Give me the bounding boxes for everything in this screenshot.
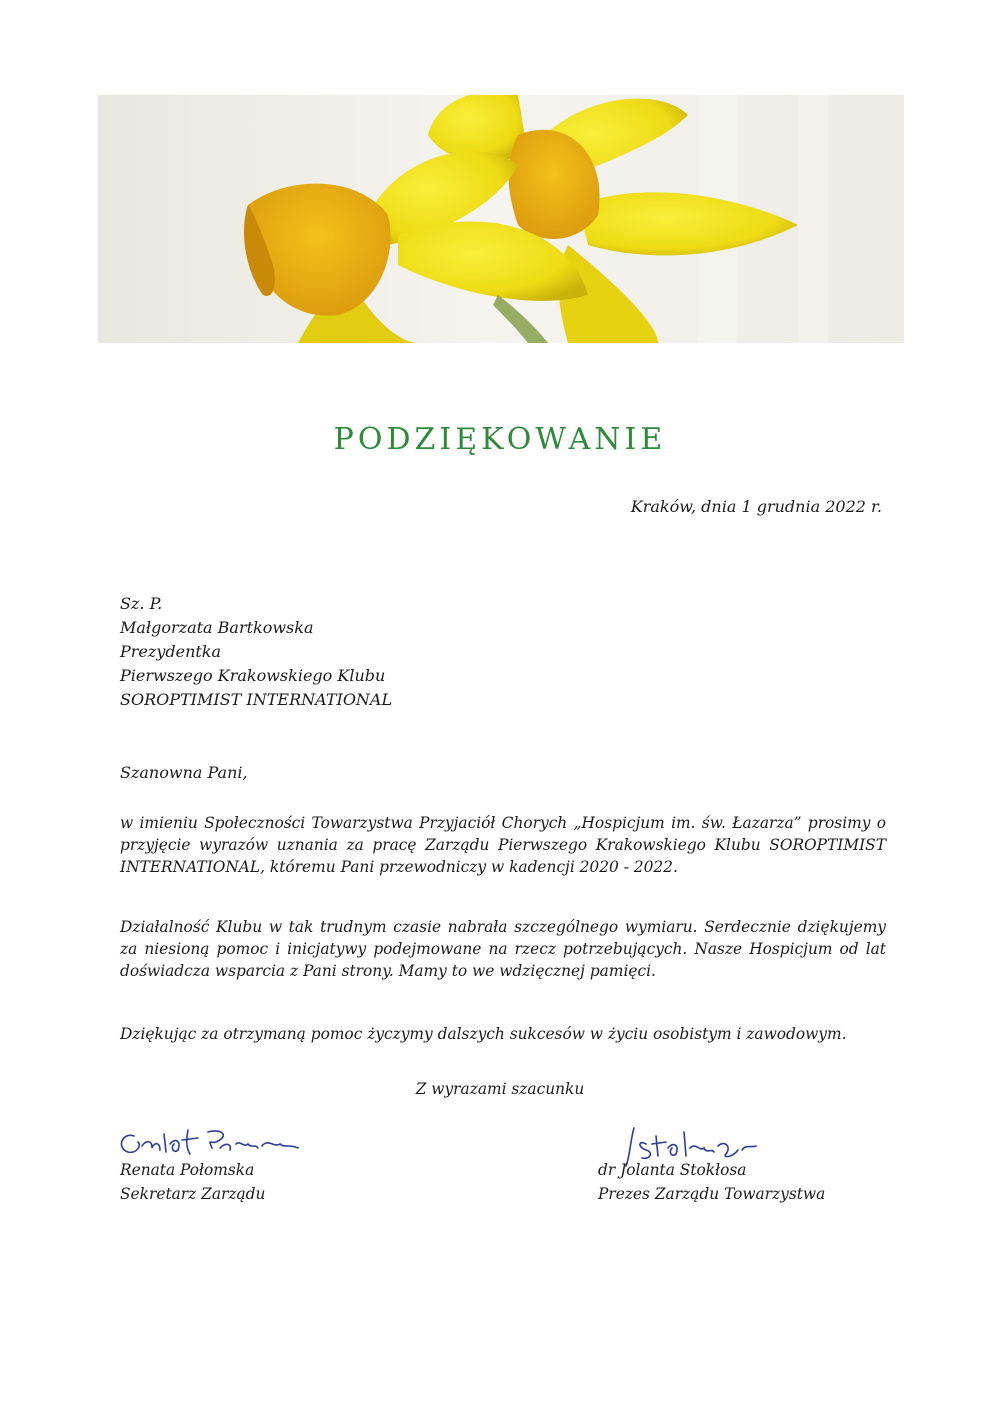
signatory-right-title: Prezes Zarządu Towarzystwa [598, 1185, 826, 1203]
signatory-right [598, 1158, 825, 1206]
signatory-left-title: Sekretarz Zarządu [120, 1185, 266, 1203]
recipient-address [120, 592, 392, 712]
recipient-club: Pierwszego Krakowskiego Klubu [120, 666, 386, 685]
date-line: Kraków, dnia 1 grudnia 2022 r. [630, 497, 882, 516]
signatory-right-name: dr Jolanta Stokłosa [598, 1161, 747, 1179]
body-paragraph-1: w imieniu Społeczności Towarzystwa Przyjaciół Chorych „Hospicjum im. św. Łazarza” prosimy o przyjęcie wyrazów uznania za pracę Zarządu Pierwszego Krakowskiego Klubu SOROPTIMIST INTERNATIONAL, któremu Pani przewodniczy w kadencji 2020 - 2022. [120, 814, 886, 876]
body-paragraph-3: Dziękując za otrzymaną pomoc życzymy dalszych sukcesów w życiu osobistym i zawodowym. [120, 1025, 847, 1043]
greeting: Szanowna Pani, [120, 763, 248, 782]
recipient-salutation: Sz. P. [120, 594, 163, 613]
daffodil-banner-image [98, 95, 904, 343]
body-paragraph-2: Działalność Klubu w tak trudnym czasie nabrała szczególnego wymiaru. Serdecznie dziękujemy za niesioną pomoc i inicjatywy podejmowane na rzecz potrzebujących. Nasze Hospicjum od lat doświadcza wsparcia z Pani strony. Mamy to we wdzięcznej pamięci. [120, 918, 886, 980]
page-title: PODZIĘKOWANIE [333, 422, 667, 457]
recipient-organization: SOROPTIMIST INTERNATIONAL [120, 690, 393, 709]
signatory-left-name: Renata Połomska [120, 1161, 255, 1179]
signatory-left [120, 1158, 265, 1206]
recipient-role: Prezydentka [120, 642, 222, 661]
closing-line: Z wyrazami szacunku [415, 1080, 585, 1098]
recipient-name: Małgorzata Bartkowska [120, 618, 314, 637]
